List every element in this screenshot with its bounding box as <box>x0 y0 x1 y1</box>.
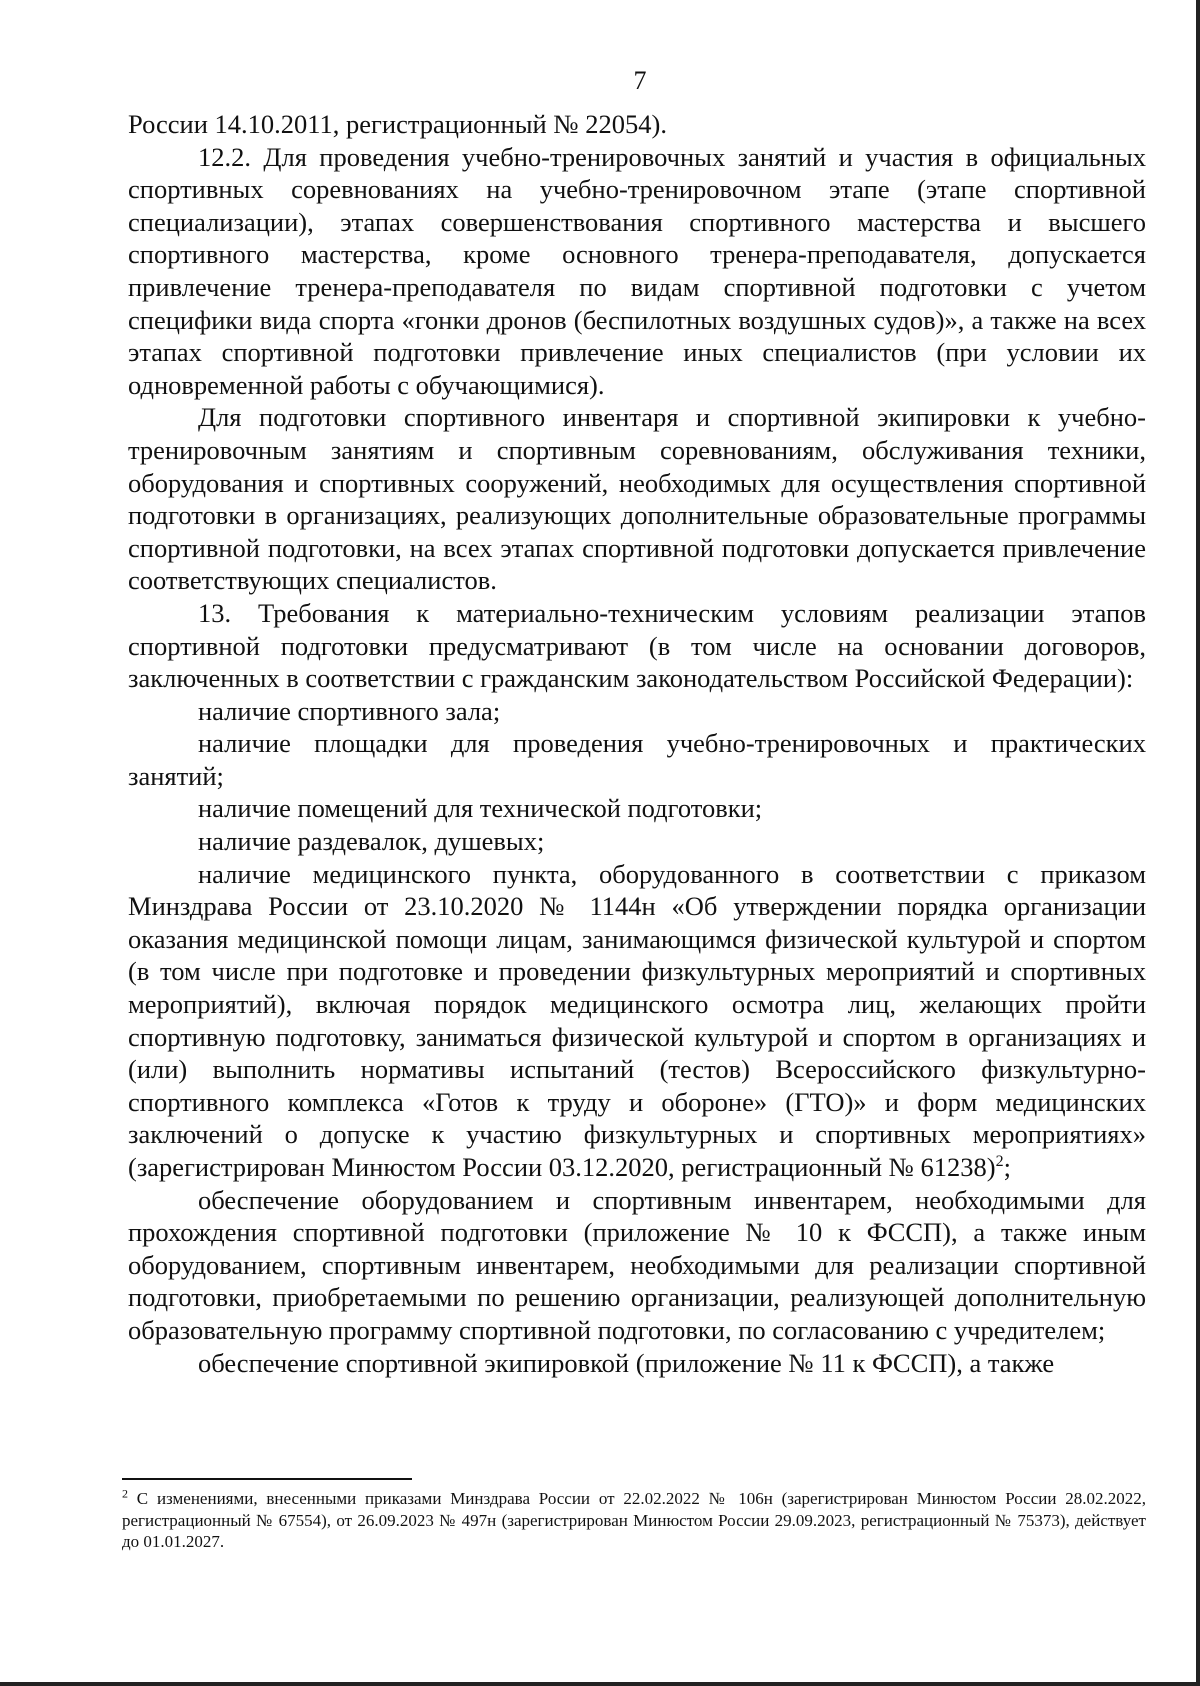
footnote-separator <box>122 1478 412 1480</box>
list-item-text: обеспечение оборудованием и спортивным инвентарем, необходимыми для прохождения спортивной подготовки (приложение № 10 к ФССП), а также иным оборудованием, спортивным инвентарем, необходимыми для реализации спортивной подготовки, приобретаемыми по решению организации, реализующей дополнительную образовательную программу спортивной подготовки, по согласованию с учредителем; <box>128 1184 1146 1345</box>
list-item-gym <box>128 695 1146 728</box>
paragraph-text: 13. Требования к материально-техническим условиям реализации этапов спортивной подготовки предусматривают (в том числе на основании договоров, заключенных в соответствии с гражданским законодательством Российской Федерации): <box>128 597 1146 694</box>
footnote-marker: 2 <box>122 1486 128 1501</box>
paragraph-text: России 14.10.2011, регистрационный № 22054). <box>128 109 667 139</box>
list-item-sports-gear <box>128 1347 1146 1380</box>
list-item-text: наличие спортивного зала; <box>198 695 501 726</box>
list-item-equipment <box>128 1184 1146 1347</box>
paragraph-inventory <box>128 401 1146 597</box>
page-number: 7 <box>633 66 647 95</box>
list-item-text: наличие помещений для технической подготовки; <box>198 793 763 824</box>
document-body <box>128 108 1146 1379</box>
list-item-text: наличие площадки для проведения учебно-тренировочных и практических занятий; <box>128 728 1146 791</box>
footnote <box>122 1488 1146 1553</box>
list-item-changing-rooms <box>128 825 1146 858</box>
scan-edge-right <box>1196 0 1200 1686</box>
paragraph-1 <box>128 108 1146 141</box>
list-item-training-ground <box>128 727 1146 792</box>
paragraph-12-2 <box>128 141 1146 402</box>
list-item-text: обеспечение спортивной экипировкой (приложение № 11 к ФССП), а также <box>198 1347 1055 1378</box>
list-item-text: наличие раздевалок, душевых; <box>198 826 545 857</box>
list-item-punctuation: ; <box>1003 1152 1011 1182</box>
scan-edge-bottom <box>0 1682 1200 1686</box>
list-item-text: наличие медицинского пункта, оборудованного в соответствии с приказом Минздрава России от 23.10.2020 № 1144н «Об утверждении порядка организации оказания медицинской помощи лицам, занимающимся физической культурой и спортом (в том числе при подготовке и проведении физкультурных мероприятий и спортивных мероприятий), включая порядок медицинского осмотра лиц, желающих пройти спортивную подготовку, заниматься физической культурой и спортом в организациях и (или) выполнить нормативы испытаний (тестов) Всероссийского физкультурно-спортивного комплекса «Готов к труду и обороне» (ГТО)» и форм медицинских заключений о допуске к участию физкультурных и спортивных мероприятиях» (зарегистрирован Минюстом России 03.12.2020, регистрационный № 61238) <box>128 858 1146 1182</box>
list-item-technical-rooms <box>128 792 1146 825</box>
paragraph-13 <box>128 597 1146 695</box>
paragraph-text: Для подготовки спортивного инвентаря и спортивной экипировки к учебно-тренировочным занятиям и спортивным соревнованиям, обслуживания техники, оборудования и спортивных сооружений, необходимых для осуществления спортивной подготовки в организациях, реализующих дополнительные образовательные программы спортивной подготовки, на всех этапах спортивной подготовки допускается привлечение соответствующих специалистов. <box>128 402 1146 596</box>
paragraph-text: 12.2. Для проведения учебно-тренировочных занятий и участия в официальных спортивных соревнованиях на учебно-тренировочном этапе (этапе спортивной специализации), этапах совершенствования спортивного мастерства и высшего спортивного мастерства, кроме основного тренера-преподавателя, допускается привлечение тренера-преподавателя по видам спортивной подготовки с учетом специфики вида спорта «гонки дронов (беспилотных воздушных судов)», а также на всех этапах спортивной подготовки привлечение иных специалистов (при условии их одновременной работы с обучающимися). <box>128 141 1146 400</box>
list-item-medical-point <box>128 858 1146 1184</box>
footnote-text: С изменениями, внесенными приказами Минздрава России от 22.02.2022 № 106н (зарегистрирован Минюстом России 28.02.2022, регистрационный № 67554), от 26.09.2023 № 497н (зарегистрирован Минюстом России 29.09.2023, регистрационный № 75373), действует до 01.01.2027. <box>122 1489 1146 1551</box>
footnote-reference: 2 <box>995 1153 1004 1171</box>
